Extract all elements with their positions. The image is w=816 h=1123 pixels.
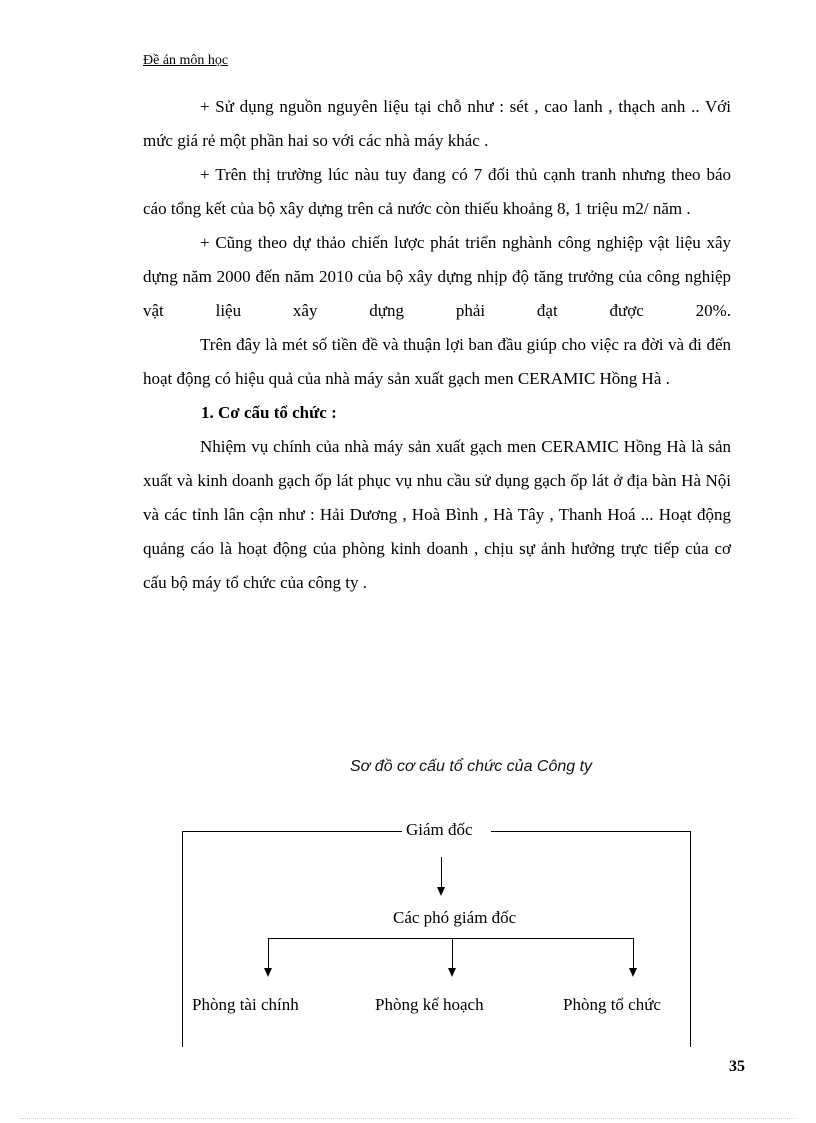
branch-left-head [264, 968, 272, 977]
frame-left [182, 831, 183, 1047]
arrow-director-deputy-head [437, 887, 445, 896]
arrow-director-deputy-line [441, 857, 442, 889]
page-number: 35 [729, 1058, 745, 1075]
node-planning-department: Phòng kế hoạch [375, 995, 484, 1014]
node-organization-department: Phòng tổ chức [563, 995, 661, 1014]
paragraph-strategy: + Cũng theo dự thảo chiến lược phát triển nghành công nghiệp vật liệu xây dựng năm 2000 đến năm 2010 của bộ xây dựng nhịp độ tăng trưởng của công nghiệp vật liệu xây dựng phải đạt được 20%. [143, 233, 731, 320]
branch-middle-line [452, 938, 453, 970]
paragraph-market: + Trên thị trường lúc nàu tuy đang có 7 đối thủ cạnh tranh nhưng theo báo cáo tổng kết của bộ xây dựng trên cả nước còn thiếu khoảng 8, 1 triệu m2/ năm . [143, 165, 731, 218]
node-director: Giám đốc [406, 820, 473, 839]
branch-right-line [633, 938, 634, 970]
branch-right-head [629, 968, 637, 977]
frame-top-right [491, 831, 691, 832]
node-finance-department: Phòng tài chính [192, 995, 299, 1014]
paragraph-summary: Trên đây là mét số tiền đề và thuận lợi ban đầu giúp cho việc ra đời và đi đến hoạt động có hiệu quả của nhà máy sản xuất gạch men CERAMIC Hồng Hà . [143, 335, 731, 388]
document-header: Đề án môn học [143, 53, 229, 68]
node-deputy-directors: Các phó giám đốc [393, 908, 517, 927]
branch-middle-head [448, 968, 456, 977]
section-heading: 1. Cơ cấu tổ chức : [201, 403, 337, 422]
paragraph-raw-materials: + Sử dụng nguồn nguyên liệu tại chỗ như : sét , cao lanh , thạch anh .. Với mức giá rẻ một phần hai so với các nhà máy khác . [143, 97, 731, 150]
org-chart-caption: Sơ đồ cơ cấu tổ chức của Công ty [350, 758, 593, 775]
frame-right [690, 831, 691, 1047]
branch-horizontal [268, 938, 634, 939]
frame-top-left [182, 831, 402, 832]
paragraph-organization: Nhiệm vụ chính của nhà máy sản xuất gạch men CERAMIC Hồng Hà là sản xuất và kinh doanh gạch ốp lát phục vụ nhu cầu sử dụng gạch ốp lát ở địa bàn Hà Nội và các tỉnh lân cận như : Hải Dương , Hoà Bình , Hà Tây , Thanh Hoá ... Hoạt động quảng cáo là hoạt động của phòng kinh doanh , chịu sự ảnh hưởng trực tiếp của cơ cấu bộ máy tổ chức của công ty . [143, 437, 731, 592]
branch-left-line [268, 938, 269, 970]
page-bottom-border [20, 1118, 796, 1119]
